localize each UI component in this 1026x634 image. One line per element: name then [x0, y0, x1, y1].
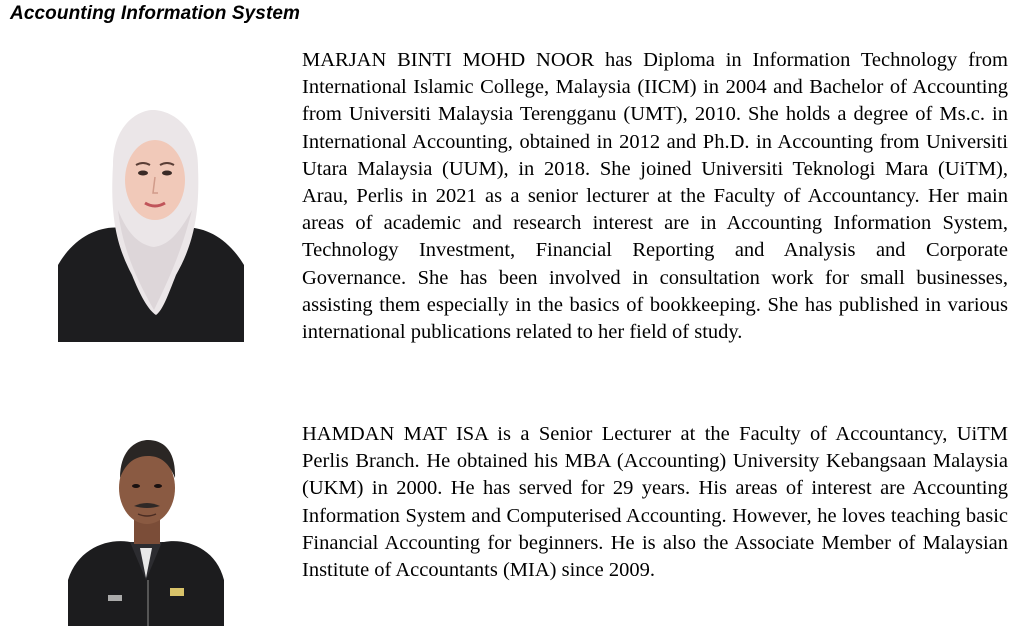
author-bio: MARJAN BINTI MOHD NOOR has Diploma in Information Technology from International Islamic College, Malaysia (IICM) in 2004 and Bachelor of Accounting from Universiti Malaysia Terengganu (UMT), 2010. She holds a degree of Ms.c. in International Accounting, obtained in 2012 and Ph.D. in Accounting from Universiti Utara Malaysia (UUM), in 2018. She joined Universiti Teknologi Mara (UiTM), Arau, Perlis in 2021 as a senior lecturer at the Faculty of Accountancy. Her main areas of academic and research interest are in Accounting Information System, Technology Investment, Financial Reporting and Analysis and Corporate Governance. She has been involved in consultation work for small businesses, assisting them especially in the basics of bookkeeping. She has published in various international publications related to her field of study. [302, 49, 1008, 344]
author-photo-hamdan [68, 430, 224, 626]
portrait-woman-hijab-icon [58, 105, 244, 342]
author-bio: HAMDAN MAT ISA is a Senior Lecturer at the Faculty of Accountancy, UiTM Perlis Branch. He obtained his MBA (Accounting) University Kebangsaan Malaysia (UKM) in 2000. He has served for 29 years. His areas of interest are Accounting Information System and Computerised Accounting. However, he loves teaching basic Financial Accounting for beginners. He is also the Associate Member of Malaysian Institute of Accountants (MIA) since 2009. [302, 423, 1008, 582]
author-photo-marjan [58, 105, 244, 342]
portrait-man-jacket-icon [68, 430, 224, 626]
section-title: Accounting Information System [10, 3, 301, 24]
